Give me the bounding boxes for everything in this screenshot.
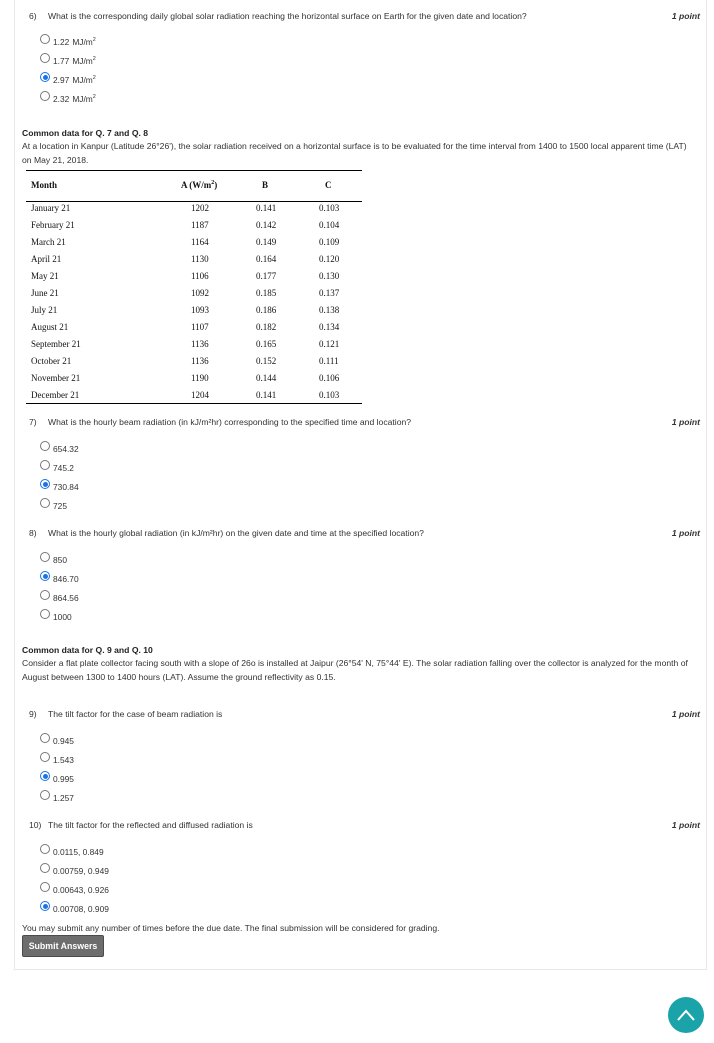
q10-option-1[interactable] <box>40 842 104 856</box>
q10-points: 1 point <box>671 820 700 830</box>
table-cell: 0.144 <box>256 373 277 383</box>
table-cell: December 21 <box>31 390 80 400</box>
table-cell: 0.130 <box>319 271 340 281</box>
assignment-card <box>14 0 707 970</box>
table-cell: 1187 <box>191 220 209 230</box>
table-cell: August 21 <box>31 322 69 332</box>
common-data-7-8-text: At a location in Kanpur (Latitude 26°26'), the solar radiation received on a horizontal surface is to be evaluated for the time interval from 1400 to 1500 local apparent time (LAT) on May 21, 2018. <box>22 141 687 165</box>
common-data-7-8-heading: Common data for Q. 7 and Q. 8 <box>22 128 149 138</box>
table-cell: 0.138 <box>319 305 340 315</box>
table-cell: 1204 <box>191 390 209 400</box>
table-cell: 0.103 <box>319 390 340 400</box>
table-cell: 0.152 <box>256 356 277 366</box>
table-cell: 1106 <box>191 271 209 281</box>
table-cell: February 21 <box>31 220 75 230</box>
q7-option-2[interactable] <box>40 458 74 472</box>
q9-option-4-radio[interactable] <box>40 790 50 800</box>
q6-option-1-unit: $MJ/m^2$ <box>72 37 96 47</box>
table-cell: 0.103 <box>319 203 340 213</box>
table-header-month: Month <box>31 180 58 190</box>
table-cell: January 21 <box>31 203 71 213</box>
q7-option-2-label: 745.2 <box>53 463 74 473</box>
q10-option-2[interactable] <box>40 861 109 875</box>
table-cell: 0.186 <box>256 305 277 315</box>
table-cell: 1136 <box>191 356 209 366</box>
q6-option-3-unit: $MJ/m^2$ <box>72 75 96 85</box>
chevron-up-icon <box>676 1008 696 1022</box>
q10-option-3[interactable] <box>40 880 109 894</box>
q9-text: The tilt factor for the case of beam radiation is <box>48 709 223 719</box>
q6-option-2-unit: $MJ/m^2$ <box>72 56 96 66</box>
table-header-b: B <box>262 180 269 190</box>
q6-text: What is the corresponding daily global solar radiation reaching the horizontal surface on Earth for the given date and location? <box>48 11 527 21</box>
table-cell: 0.104 <box>319 220 340 230</box>
q9-option-2-radio[interactable] <box>40 752 50 762</box>
q10-text: The tilt factor for the reflected and diffused radiation is <box>48 820 253 830</box>
q7-text: What is the hourly beam radiation (in kJ/m²hr) corresponding to the specified time and location? <box>48 417 412 427</box>
table-cell: 0.109 <box>319 237 340 247</box>
q10-option-4-radio[interactable] <box>40 901 50 911</box>
table-cell: March 21 <box>31 237 66 247</box>
table-cell: June 21 <box>31 288 59 298</box>
q9-points: 1 point <box>671 709 700 719</box>
table-cell: 0.137 <box>319 288 340 298</box>
table-cell: May 21 <box>31 271 59 281</box>
submit-answers-button[interactable]: Submit Answers <box>22 935 104 957</box>
table-cell: April 21 <box>31 254 62 264</box>
q6-option-3-radio[interactable] <box>40 72 50 82</box>
q7-option-1[interactable] <box>40 439 79 453</box>
table-cell: July 21 <box>31 305 58 315</box>
table-cell: 0.111 <box>319 356 339 366</box>
table-cell: 0.182 <box>256 322 277 332</box>
table-cell: 0.106 <box>319 373 340 383</box>
q9-option-1[interactable] <box>40 731 74 745</box>
table-cell: 0.134 <box>319 322 340 332</box>
table-header-c: C <box>325 180 332 190</box>
q7-option-2-radio[interactable] <box>40 460 50 470</box>
q9-option-4-label: 1.257 <box>53 793 74 803</box>
table-cell: 1092 <box>191 288 209 298</box>
q7-points: 1 point <box>671 417 700 427</box>
table-cell: 1202 <box>191 203 209 213</box>
q8-option-2[interactable] <box>40 569 79 583</box>
q9-option-1-label: 0.945 <box>53 736 74 746</box>
table-cell: 0.177 <box>256 271 277 281</box>
q8-option-4[interactable] <box>40 607 72 621</box>
q7-option-3[interactable] <box>40 477 79 491</box>
q10-option-3-radio[interactable] <box>40 882 50 892</box>
common-data-9-10-text: Consider a flat plate collector facing south with a slope of 26o is installed at Jaipur (26°54' N, 75°44' E). The solar radiation falling over the collector is analyzed for the month of August between 1300 to 1400 hours (LAT). Assume the ground reflectivity as 0.15. <box>22 658 688 682</box>
q8-number: 8) <box>29 528 37 538</box>
q9-option-4[interactable] <box>40 788 74 802</box>
q8-option-2-label: 846.70 <box>53 574 79 584</box>
q9-option-3[interactable] <box>40 769 74 783</box>
table-cell: November 21 <box>31 373 81 383</box>
table-cell: 1107 <box>191 322 209 332</box>
q10-option-4[interactable] <box>40 899 109 913</box>
table-cell: 0.121 <box>319 339 340 349</box>
q6-option-4[interactable] <box>40 89 96 103</box>
q10-option-1-label: 0.0115, 0.849 <box>53 847 104 857</box>
table-cell: 0.165 <box>256 339 277 349</box>
table-cell: 1190 <box>191 373 209 383</box>
table-cell: 0.120 <box>319 254 340 264</box>
table-cell: 1136 <box>191 339 209 349</box>
table-cell: 0.141 <box>256 390 277 400</box>
table-cell: 0.141 <box>256 203 277 213</box>
q6-option-2[interactable] <box>40 51 96 65</box>
q10-number: 10) <box>29 820 42 830</box>
q8-option-3-label: 864.56 <box>53 593 79 603</box>
q7-option-1-label: 654.32 <box>53 444 79 454</box>
q6-option-4-radio[interactable] <box>40 91 50 101</box>
q7-option-3-radio[interactable] <box>40 479 50 489</box>
table-cell: 1093 <box>191 305 209 315</box>
q6-option-4-unit: $MJ/m^2$ <box>72 94 96 104</box>
table-cell: 0.185 <box>256 288 277 298</box>
table-cell: 0.149 <box>256 237 277 247</box>
q8-option-1[interactable] <box>40 550 67 564</box>
q6-option-2-radio[interactable] <box>40 53 50 63</box>
common-data-9-10-heading: Common data for Q. 9 and Q. 10 <box>22 645 153 655</box>
table-bottom-rule <box>26 403 362 404</box>
q10-option-3-label: 0.00643, 0.926 <box>53 885 109 895</box>
q8-option-4-radio[interactable] <box>40 609 50 619</box>
q10-option-2-label: 0.00759, 0.949 <box>53 866 109 876</box>
table-header-a: A $(W/m^2)$ <box>181 180 218 190</box>
q10-option-1-radio[interactable] <box>40 844 50 854</box>
q8-option-3-radio[interactable] <box>40 590 50 600</box>
scroll-to-top-button[interactable] <box>668 997 704 1033</box>
q6-option-1[interactable] <box>40 32 96 46</box>
q9-option-1-radio[interactable] <box>40 733 50 743</box>
table-cell: 1130 <box>191 254 209 264</box>
q8-option-4-label: 1000 <box>53 612 72 622</box>
q7-option-3-label: 730.84 <box>53 482 79 492</box>
q9-option-3-radio[interactable] <box>40 771 50 781</box>
table-cell: 0.164 <box>256 254 277 264</box>
q8-points: 1 point <box>671 528 700 538</box>
q8-option-3[interactable] <box>40 588 79 602</box>
q6-number: 6) <box>29 11 37 21</box>
q6-option-3-label: 2.97 <box>53 75 70 85</box>
q9-number: 9) <box>29 709 37 719</box>
q9-option-2[interactable] <box>40 750 74 764</box>
q8-option-1-label: 850 <box>53 555 67 565</box>
table-cell: 1164 <box>191 237 209 247</box>
q10-option-4-label: 0.00708, 0.909 <box>53 904 109 914</box>
q7-option-1-radio[interactable] <box>40 441 50 451</box>
q6-points: 1 point <box>671 11 700 21</box>
q8-option-1-radio[interactable] <box>40 552 50 562</box>
q6-option-1-label: 1.22 <box>53 37 70 47</box>
table-cell: September 21 <box>31 339 81 349</box>
submission-note: You may submit any number of times before the due date. The final submission will be considered for grading. <box>22 923 440 933</box>
q7-option-4-label: 725 <box>53 501 67 511</box>
q9-option-3-label: 0.995 <box>53 774 74 784</box>
q8-text: What is the hourly global radiation (in kJ/m²hr) on the given date and time at the specified location? <box>48 528 424 538</box>
q7-option-4-radio[interactable] <box>40 498 50 508</box>
q7-option-4[interactable] <box>40 496 67 510</box>
q6-option-2-label: 1.77 <box>53 56 70 66</box>
q9-option-2-label: 1.543 <box>53 755 74 765</box>
table-header <box>26 170 362 202</box>
q7-number: 7) <box>29 417 37 427</box>
q8-option-2-radio[interactable] <box>40 571 50 581</box>
q6-option-3[interactable] <box>40 70 96 84</box>
q10-option-2-radio[interactable] <box>40 863 50 873</box>
q6-option-1-radio[interactable] <box>40 34 50 44</box>
table-cell: October 21 <box>31 356 72 366</box>
table-cell: 0.142 <box>256 220 277 230</box>
q6-option-4-label: 2.32 <box>53 94 70 104</box>
